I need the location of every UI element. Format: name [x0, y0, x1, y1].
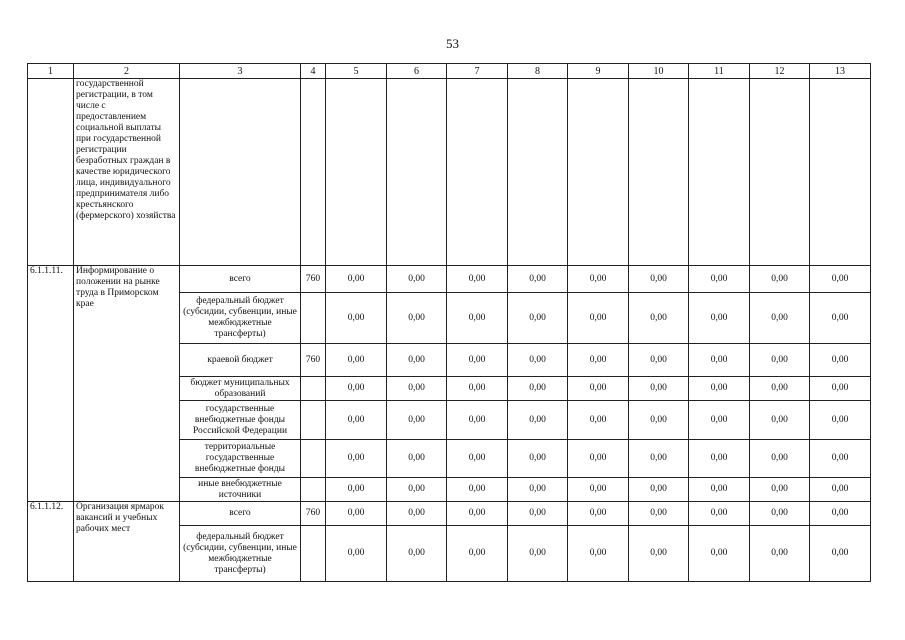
funding-source: всего: [180, 266, 301, 293]
amount-cell: 0,00: [810, 266, 871, 293]
amount-cell: 0,00: [508, 266, 568, 293]
funding-source: федеральный бюджет (субсидии, субвенции, иные межбюджетные трансферты): [180, 526, 301, 582]
amount-cell: 0,00: [629, 344, 689, 377]
amount-cell: 0,00: [387, 440, 447, 478]
item-number: 6.1.1.12.: [28, 502, 74, 582]
amount-cell: 0,00: [629, 526, 689, 582]
amount-cell: 0,00: [387, 266, 447, 293]
budget-code: [301, 377, 326, 401]
amount-cell: 0,00: [508, 526, 568, 582]
amount-cell: 0,00: [810, 478, 871, 502]
empty-cell: [568, 79, 629, 266]
funding-source: иные внебюджетные источники: [180, 478, 301, 502]
item-number: 6.1.1.11.: [28, 266, 74, 502]
funding-source: бюджет муниципальных образований: [180, 377, 301, 401]
page-number: 53: [446, 36, 459, 51]
amount-cell: 0,00: [447, 440, 508, 478]
empty-cell: [508, 79, 568, 266]
budget-code: 760: [301, 344, 326, 377]
amount-cell: 0,00: [326, 478, 387, 502]
amount-cell: 0,00: [750, 344, 810, 377]
amount-cell: 0,00: [508, 377, 568, 401]
amount-cell: 0,00: [387, 293, 447, 344]
budget-code: [301, 293, 326, 344]
amount-cell: 0,00: [568, 344, 629, 377]
continuation-row: [28, 79, 871, 266]
amount-cell: 0,00: [326, 266, 387, 293]
amount-cell: 0,00: [387, 478, 447, 502]
amount-cell: 0,00: [750, 502, 810, 526]
column-header: 7: [447, 64, 508, 79]
column-header: 9: [568, 64, 629, 79]
amount-cell: 0,00: [689, 344, 750, 377]
header-row: [28, 64, 871, 79]
column-header: 6: [387, 64, 447, 79]
budget-code: [301, 526, 326, 582]
empty-cell: [689, 79, 750, 266]
amount-cell: 0,00: [750, 526, 810, 582]
amount-cell: 0,00: [508, 478, 568, 502]
empty-cell: [629, 79, 689, 266]
amount-cell: 0,00: [326, 440, 387, 478]
column-header: 13: [810, 64, 871, 79]
column-header: 1: [28, 64, 74, 79]
amount-cell: 0,00: [326, 502, 387, 526]
amount-cell: 0,00: [810, 502, 871, 526]
amount-cell: 0,00: [568, 293, 629, 344]
amount-cell: 0,00: [750, 401, 810, 440]
empty-cell: [326, 79, 387, 266]
amount-cell: 0,00: [447, 377, 508, 401]
amount-cell: 0,00: [326, 526, 387, 582]
amount-cell: 0,00: [810, 344, 871, 377]
amount-cell: 0,00: [629, 478, 689, 502]
amount-cell: 0,00: [810, 440, 871, 478]
table-row: [28, 502, 871, 526]
amount-cell: 0,00: [750, 293, 810, 344]
amount-cell: 0,00: [387, 344, 447, 377]
amount-cell: 0,00: [568, 478, 629, 502]
amount-cell: 0,00: [447, 526, 508, 582]
funding-source: всего: [180, 502, 301, 526]
amount-cell: 0,00: [447, 293, 508, 344]
column-header: 2: [74, 64, 180, 79]
amount-cell: 0,00: [326, 344, 387, 377]
amount-cell: 0,00: [629, 502, 689, 526]
amount-cell: 0,00: [750, 478, 810, 502]
amount-cell: 0,00: [387, 377, 447, 401]
budget-table: [27, 63, 871, 582]
amount-cell: 0,00: [447, 344, 508, 377]
amount-cell: 0,00: [810, 377, 871, 401]
amount-cell: 0,00: [629, 377, 689, 401]
item-name: государственной регистрации, в том числе с предоставлением социальной выплаты при государственной регистрации безработных граждан в качестве юридического лица, индивидуального предпринимателя либо крестьянского (фермерского) хозяйства: [74, 79, 180, 266]
funding-source: федеральный бюджет (субсидии, субвенции, иные межбюджетные трансферты): [180, 293, 301, 344]
item-number: [28, 79, 74, 266]
empty-cell: [180, 79, 301, 266]
amount-cell: 0,00: [568, 401, 629, 440]
amount-cell: 0,00: [447, 401, 508, 440]
column-header: 5: [326, 64, 387, 79]
amount-cell: 0,00: [689, 401, 750, 440]
amount-cell: 0,00: [326, 293, 387, 344]
amount-cell: 0,00: [689, 478, 750, 502]
amount-cell: 0,00: [629, 266, 689, 293]
item-name: Информирование о положении на рынке труда в Приморском крае: [74, 266, 180, 502]
budget-code: [301, 401, 326, 440]
amount-cell: 0,00: [568, 377, 629, 401]
amount-cell: 0,00: [629, 440, 689, 478]
amount-cell: 0,00: [750, 377, 810, 401]
amount-cell: 0,00: [568, 266, 629, 293]
amount-cell: 0,00: [568, 526, 629, 582]
budget-code: 760: [301, 502, 326, 526]
column-header: 12: [750, 64, 810, 79]
amount-cell: 0,00: [810, 401, 871, 440]
amount-cell: 0,00: [750, 440, 810, 478]
budget-code: [301, 478, 326, 502]
amount-cell: 0,00: [326, 401, 387, 440]
funding-source: государственные внебюджетные фонды Российской Федерации: [180, 401, 301, 440]
empty-cell: [301, 79, 326, 266]
amount-cell: 0,00: [387, 502, 447, 526]
amount-cell: 0,00: [689, 266, 750, 293]
funding-source: краевой бюджет: [180, 344, 301, 377]
item-name: Организация ярмарок вакансий и учебных рабочих мест: [74, 502, 180, 582]
empty-cell: [750, 79, 810, 266]
amount-cell: 0,00: [447, 478, 508, 502]
budget-code: 760: [301, 266, 326, 293]
amount-cell: 0,00: [326, 377, 387, 401]
amount-cell: 0,00: [810, 526, 871, 582]
amount-cell: 0,00: [689, 440, 750, 478]
amount-cell: 0,00: [508, 401, 568, 440]
empty-cell: [447, 79, 508, 266]
amount-cell: 0,00: [689, 526, 750, 582]
amount-cell: 0,00: [447, 502, 508, 526]
amount-cell: 0,00: [508, 344, 568, 377]
amount-cell: 0,00: [629, 293, 689, 344]
amount-cell: 0,00: [447, 266, 508, 293]
amount-cell: 0,00: [629, 401, 689, 440]
amount-cell: 0,00: [508, 440, 568, 478]
amount-cell: 0,00: [750, 266, 810, 293]
amount-cell: 0,00: [689, 377, 750, 401]
column-header: 8: [508, 64, 568, 79]
amount-cell: 0,00: [508, 293, 568, 344]
column-header: 10: [629, 64, 689, 79]
amount-cell: 0,00: [508, 502, 568, 526]
column-header: 3: [180, 64, 301, 79]
amount-cell: 0,00: [689, 293, 750, 344]
amount-cell: 0,00: [810, 293, 871, 344]
column-header: 11: [689, 64, 750, 79]
funding-source: территориальные государственные внебюджетные фонды: [180, 440, 301, 478]
empty-cell: [387, 79, 447, 266]
amount-cell: 0,00: [568, 440, 629, 478]
column-header: 4: [301, 64, 326, 79]
table-row: [28, 266, 871, 293]
amount-cell: 0,00: [387, 401, 447, 440]
amount-cell: 0,00: [689, 502, 750, 526]
budget-code: [301, 440, 326, 478]
amount-cell: 0,00: [568, 502, 629, 526]
amount-cell: 0,00: [387, 526, 447, 582]
empty-cell: [810, 79, 871, 266]
